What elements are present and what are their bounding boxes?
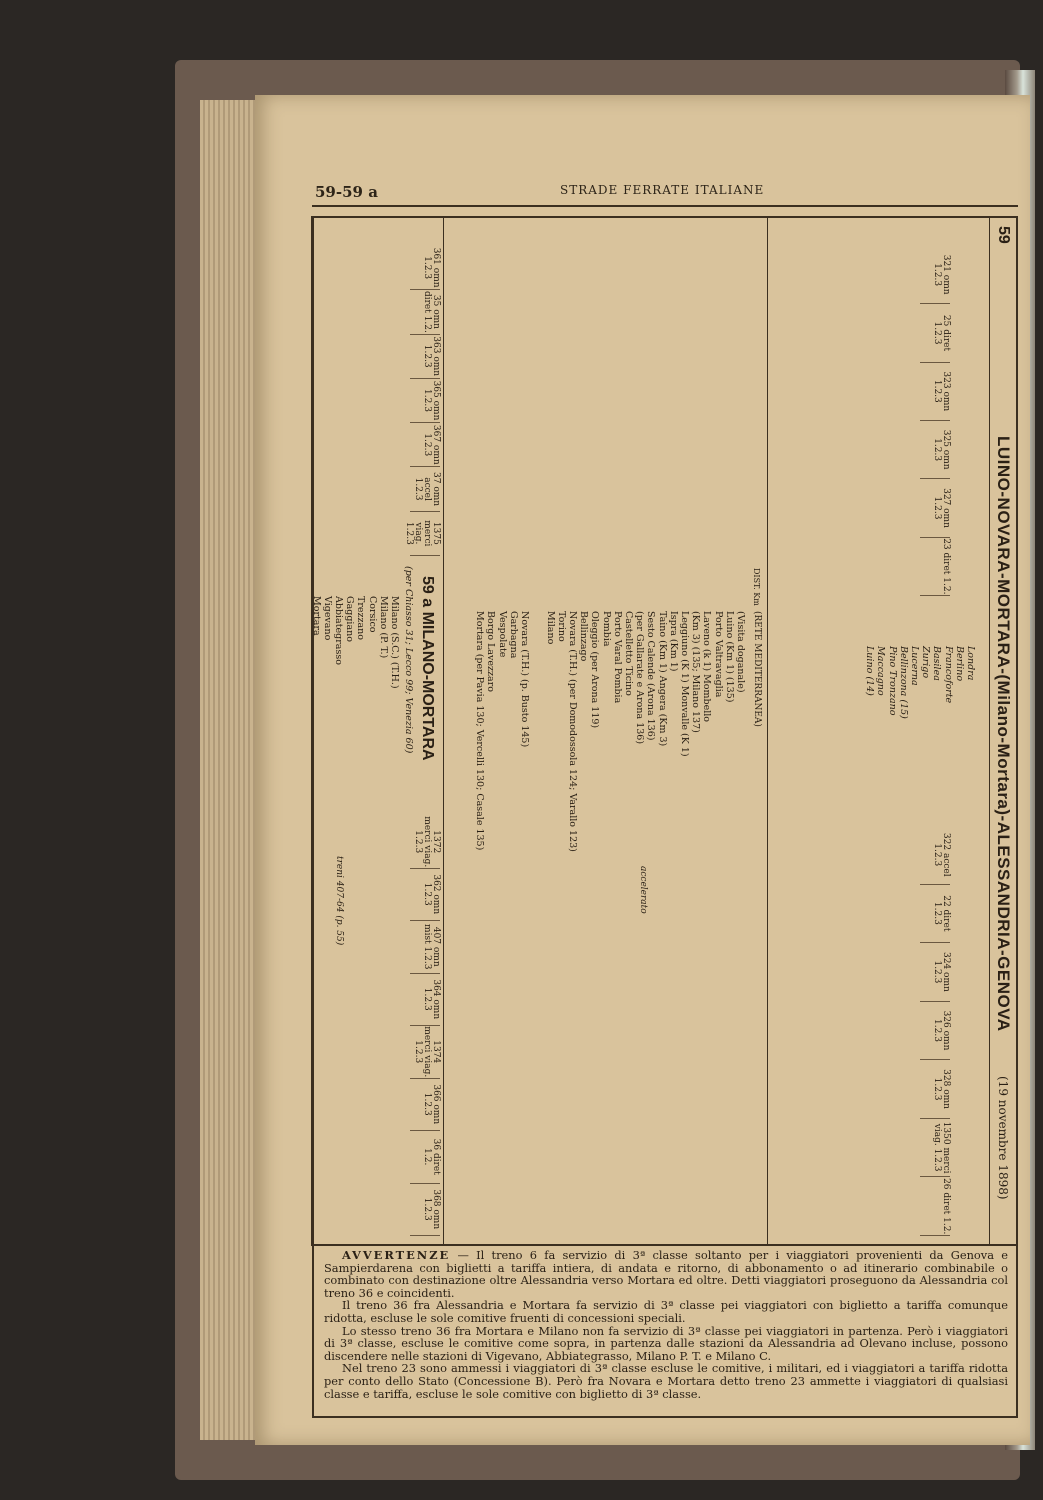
train-column-header: 25 diret 1.2.3 [920,304,950,362]
train-column-header: 362 omn 1.2.3 [410,869,440,922]
band2-station-list-lower [474,611,530,850]
station-label: Porto Varal Pombia [611,611,623,704]
train-column-header: 325 omn 1.2.3 [920,421,950,479]
station-label: Abbiategrasso [332,596,344,665]
station-label: Mortara [310,596,322,636]
station-label: Vigevano [321,596,333,641]
station-label: Vespolate [496,611,508,658]
train-column-header: 366 omn 1.2.3 [410,1079,440,1132]
train-column-header: 326 omn 1.2.3 [920,1002,950,1061]
station-label: Laveno (k 1) Mombello [701,611,713,723]
section-59a-subtitle: (per Chiasso 31; Lecco 99; Venezia 60) [403,566,414,754]
station-label: Novara (T.H.) (per Domodossola 124; Varallo 123) [566,611,578,852]
rete-mediterranea-label: (RETE MEDITERRANEA) [752,611,762,727]
running-head: STRADE FERRATE ITALIANE [560,183,765,197]
band-milano-mortara [311,216,444,1246]
station-label: Torino [555,611,567,642]
station-label: Luino (Km 1) (135) [723,611,735,703]
train-column-header: 361 omn 1.2.3 [410,246,440,290]
notice-paragraph-4: Nel treno 23 sono ammessi i viaggiatori di 3ª classe escluse le comitive, i militari, ed i viaggiatori a tariffa ridotta per conto dello Stato (Concessione B). Però fra Novara e Mortara detto treno 23 ammette i viaggiatori di qualsiasi classe e tariffa, escluse le sole comitive con biglietto di 3ª classe. [324,1361,1008,1401]
station-label: Bellinzona (15) [897,646,909,719]
station-label: Pombia [600,611,612,647]
train-column-header: 22 diret 1.2.3 [920,885,950,944]
train-column-header: 407 omn mist 1.2.3 [410,921,440,974]
train-column-header: 37 omn accel 1.2.3 [410,467,440,511]
station-label: Maccagno [875,646,887,696]
section-number: 59 [995,226,1012,244]
band-luino-stations [767,216,990,1246]
station-label: Trezzano [355,596,367,641]
station-label: Gaggiano [344,596,356,642]
station-label: Leggiuno (K 1) Monvalle (K 1) [678,611,690,757]
page-number: 59-59 a [315,183,378,201]
station-label: Luino (14) [864,646,876,696]
station-label: Borgo Lavezzaro [485,611,497,692]
station-label: Oleggio (per Arona 119) [589,611,601,729]
station-label: (Visita doganale) [735,611,746,693]
distance-label: DIST. Km [752,568,761,606]
accelerato-note: accelerato [638,866,648,914]
section-date: (19 novembre 1898) [996,1076,1010,1200]
train-column-header: 35 omn diret 1.2. [410,290,440,334]
station-label: Bellinzago [578,611,590,662]
station-label: Ispra (Km 1) [667,611,679,672]
train-column-header: 324 omn 1.2.3 [920,943,950,1002]
station-label: Milano (P. T.) [377,596,389,659]
train-column-header: 26 diret 1.2. [920,1177,950,1236]
band1-station-list [864,646,976,719]
station-label: Basilea [931,646,943,681]
station-label: Sesto Calende (Arona 136) [645,611,657,741]
rotated-timetable [312,216,1016,1246]
station-label: Porto Valtravaglia [712,611,724,698]
train-column-header: 1350 merci viag. 1.2.3 [920,1119,950,1178]
treni-note: treni 407-64 (p. 55) [334,856,344,946]
station-label: Taino (Km 1) Angera (Km 3) [656,611,668,747]
station-label: Milano [544,611,556,645]
train-column-header: 323 omn 1.2.3 [920,363,950,421]
train-column-header: 1372 merci viag. 1.2.3 [410,816,440,869]
station-label: (Km 3) (135; Milano 137) [690,611,702,733]
notice-paragraph-1: — Il treno 6 fa servizio di 3ª classe soltanto per i viaggiatori provenienti da Genova e Sampierdarena con biglietti a tariffa intiera, di andata e ritorno, di abbonamento o ad itinerario combinabile o combinato con destinazione oltre Alessandria verso Mortara ed oltre. Detti viaggiatori proseguono da Alessandria col treno 36 e coincidenti. [324,1248,1008,1300]
station-label: Milano (S.C.) (T.H.) [389,596,400,689]
station-label: Francoforte [942,646,954,704]
train-column-header: 363 omn 1.2.3 [410,335,440,379]
train-column-header: 1374 merci viag. 1.2.3 [410,1026,440,1079]
station-label: Novara (T.H.) (p. Busto 145) [519,611,530,748]
notice-paragraph-3: Lo stesso treno 36 fra Mortara e Milano non fa servizio di 3ª classe pei viaggiatori in partenza. Però i viaggiatori di 3ª classe, escluse le comitive come sopra, in partenza dalle stazioni da Alessandria ad Olevano incluse, possono discendere nelle stazioni di Vigevano, Abbiategrasso, Milano P. T. e Milano C. [324,1323,1008,1363]
station-label: Lucerna [908,646,920,686]
section-59a-title: 59 a MILANO-MORTARA [419,576,436,761]
train-column-header: 1375 merci viag. 1.2.3 [410,512,440,556]
notice-box [312,1244,1018,1418]
station-label: Pino Tronzano [886,646,898,716]
train-column-header: 36 diret 1.2. [410,1131,440,1184]
band-mediterranea [443,216,768,1246]
station-label: Berlino [953,646,965,682]
station-label: Londra [965,646,976,681]
station-label: Zurigo [920,646,932,679]
train-column-header: 327 omn 1.2.3 [920,479,950,537]
band2-station-list [544,611,746,852]
station-label: Garbagna [507,611,519,659]
notice-title: AVVERTENZE [342,1248,451,1262]
section-title: LUINO-NOVARA-MORTARA-(Milano-Mortara)-ALESSANDRIA-GENOVA [994,436,1013,1032]
header-rule [312,205,1018,207]
train-column-header: 368 omn 1.2.3 [410,1184,440,1237]
station-label: Mortara (per Pavia 130; Vercelli 130; Casale 135) [474,611,486,851]
notice-paragraph-2: Il treno 36 fra Alessandria e Mortara fa servizio di 3ª classe pei viaggiatori con biglietto a tariffa comunque ridotta, escluse le sole comitive fruenti di concessioni speciali. [324,1298,1008,1325]
train-column-header: 328 omn 1.2.3 [920,1060,950,1119]
train-column-header: 322 accel 1.2.3 [920,826,950,885]
section-59-header [989,216,1016,1246]
train-column-header: 367 omn 1.2.3 [410,423,440,467]
train-column-header: 364 omn 1.2.3 [410,974,440,1027]
page-edges [200,100,260,1440]
station-label: Corsico [366,596,378,633]
train-column-header: 321 omn 1.2.3 [920,246,950,304]
station-label: (per Gallarate e Arona 136) [634,611,646,745]
station-label: Castelletto Ticino [622,611,634,696]
train-column-header: 365 omn 1.2.3 [410,379,440,423]
train-column-header: 23 diret 1.2. [920,538,950,596]
band3-station-list [310,596,400,689]
